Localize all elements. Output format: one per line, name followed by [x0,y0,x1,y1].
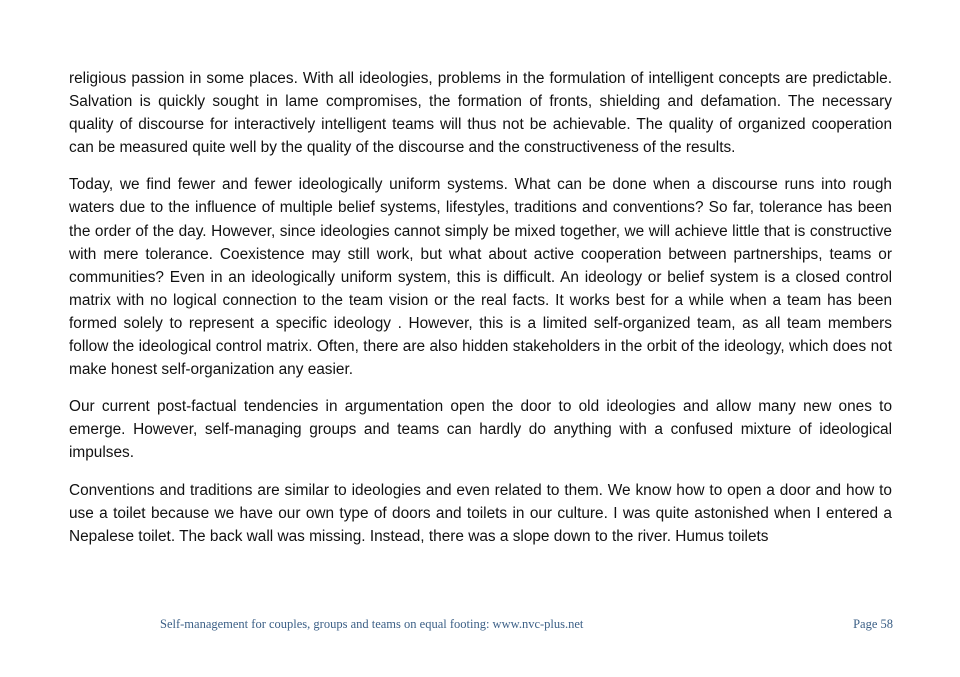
paragraph-1: religious passion in some places. With all ideologies, problems in the formulation of intelligent concepts are predictable. Salvation is quickly sought in lame compromises, the formation of fronts, shielding and defamation. The necessary quality of discourse for interactively intelligent teams will thus not be achievable. The quality of organized cooperation can be measured quite well by the quality of the discourse and the constructiveness of the results. [69,70,892,157]
paragraph-2: Today, we find fewer and fewer ideologically uniform systems. What can be done when a discourse runs into rough waters due to the influence of multiple belief systems, lifestyles, traditions and conventions? So far, tolerance has been the order of the day. However, since ideologies cannot simply be mixed together, we will achieve little that is constructive with mere tolerance. Coexistence may still work, but what about active cooperation between partnerships, teams or communities? Even in an ideologically uniform system, this is difficult. An ideology or belief system is a closed control matrix with no logical connection to the team vision or the real facts. It works best for a while when a team has been formed solely to represent a specific ideology . However, this is a limited self-organized team, as all team members follow the ideological control matrix. Often, there are also hidden stakeholders in the orbit of the ideology, which does not make honest self-organization any easier. [69,176,892,379]
body-text [69,67,892,562]
footer-title: Self-management for couples, groups and teams on equal footing: www.nvc-plus.net [160,617,584,631]
paragraph-3: Our current post-factual tendencies in argumentation open the door to old ideologies and allow many new ones to emerge. However, self-managing groups and teams can hardly do anything with a confused mixture of ideological impulses. [69,398,892,462]
paragraph-4: Conventions and traditions are similar to ideologies and even related to them. We know how to open a door and how to use a toilet because we have our own type of doors and toilets in our culture. I was quite astonished when I entered a Nepalese toilet. The back wall was missing. Instead, there was a slope down to the river. Humus toilets [69,481,892,545]
page-number: Page 58 [853,617,893,631]
page-footer [160,617,893,637]
